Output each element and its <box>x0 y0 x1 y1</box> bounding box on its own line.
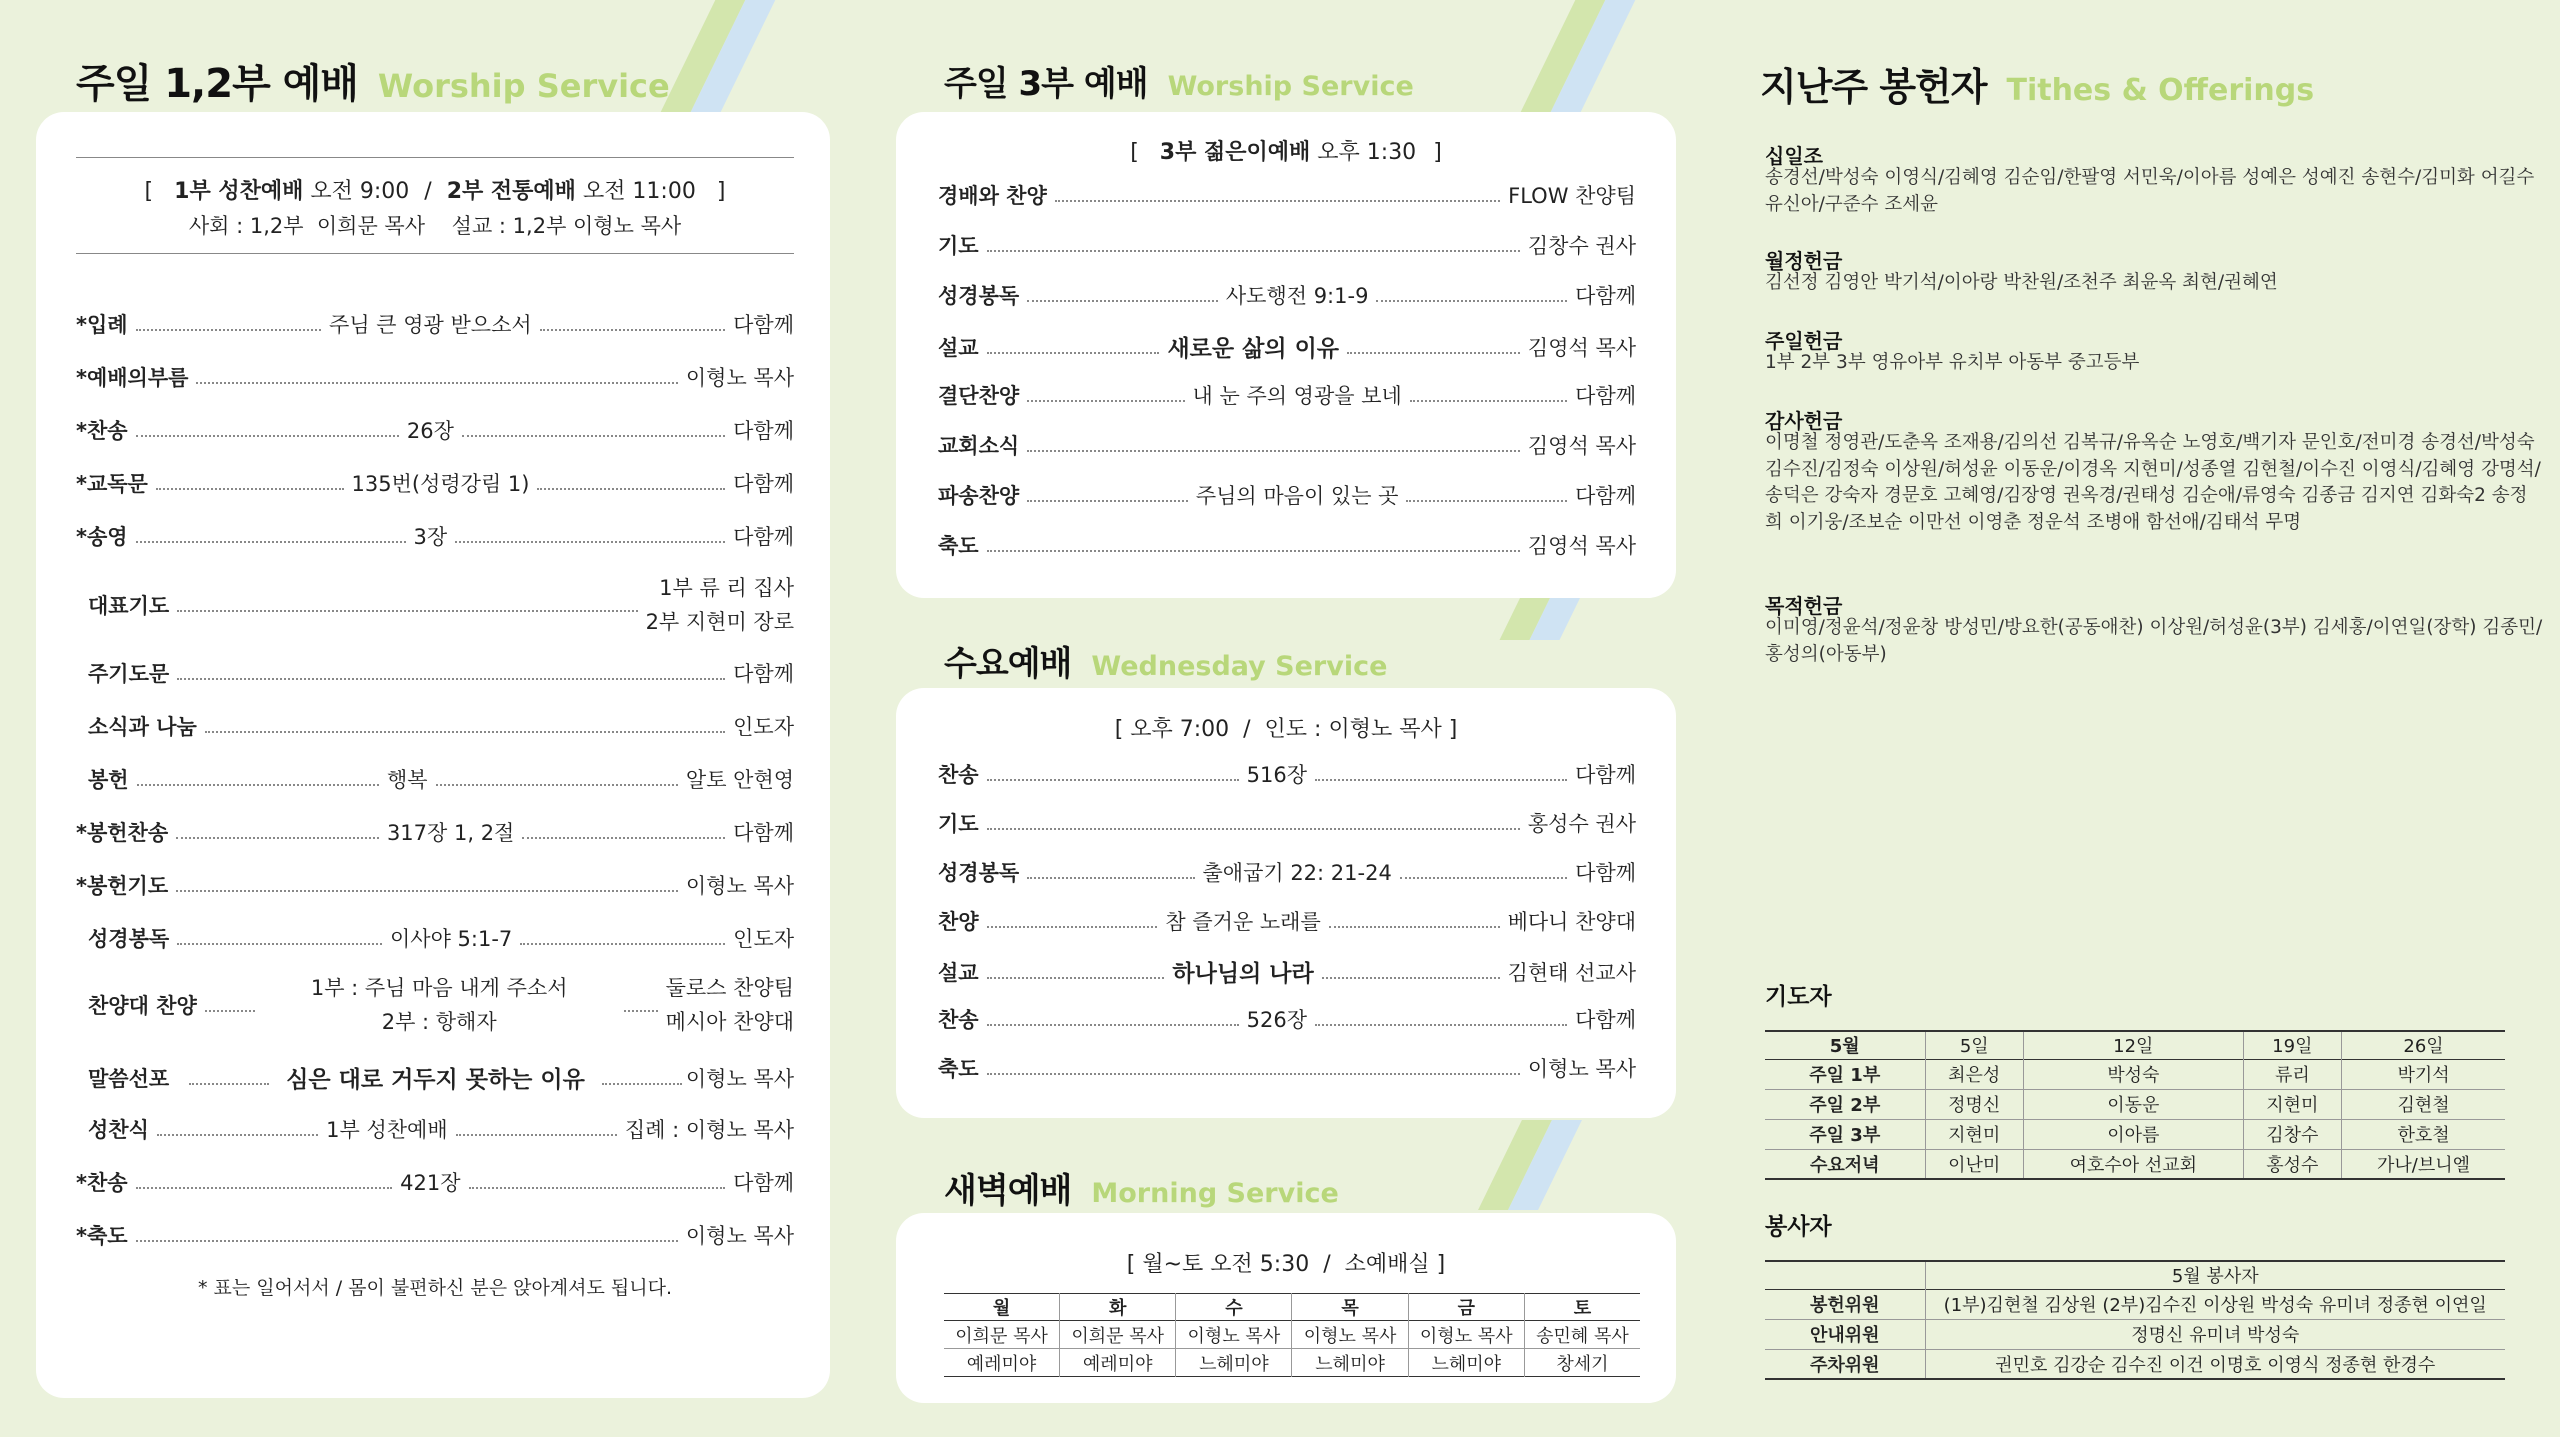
order-item: 대표기도 1부 류 리 집사 2부 지현미 장로 <box>88 570 794 640</box>
offering-group-title: 감사헌금 <box>1765 409 1843 433</box>
offering-group-body: 1부 2부 3부 영유아부 유치부 아동부 중고등부 <box>1765 352 2140 373</box>
worship-title <box>76 52 670 109</box>
morning-leaders-row: 이희문 목사 이희문 목사 이형노 목사 이형노 목사 이형노 목사 송민혜 목사 <box>944 1321 1640 1349</box>
order-item: 성경봉독 사도행전 9:1-9 다함께 <box>938 284 1637 308</box>
order-item: 찬양 참 즐거운 노래를 베다니 찬양대 <box>938 910 1636 934</box>
offering-group-title: 십일조 <box>1765 144 1823 168</box>
offering-group-body: 김선정 김영안 박기석/이아랑 박찬원/조천주 최윤옥 최현/권혜연 <box>1765 272 2278 293</box>
order-item: 교회소식 김영석 목사 <box>938 434 1636 458</box>
wednesday-title-ko: 수요예배 <box>944 644 1072 684</box>
morning-title-ko: 새벽예배 <box>944 1171 1072 1211</box>
order-item: 기도 홍성수 권사 <box>938 812 1636 836</box>
order-item: 찬양대 찬양 1부 : 주님 마음 내게 주소서 2부 : 항해자 둘로스 찬양팀 메시아 찬양대 <box>88 970 794 1040</box>
order-item: 찬송 526장 다함께 <box>938 1008 1636 1032</box>
order-item: *송영 3장 다함께 <box>76 525 795 549</box>
order-item: *축도 이형노 목사 <box>76 1224 794 1248</box>
order-item: 경배와 찬양 FLOW 찬양팀 <box>938 184 1636 208</box>
worship-title-ko: 주일 1,2부 예배 <box>76 61 358 107</box>
morning-title-en: Morning Service <box>1091 1178 1339 1209</box>
worship-header-line2: 사회 : 1,2부 이희문 목사 설교 : 1,2부 이형노 목사 <box>188 214 682 238</box>
order-item: 설교 하나님의 나라 김현태 선교사 <box>938 955 1636 988</box>
servants-table <box>1765 1260 2505 1380</box>
morning-table <box>944 1293 1640 1377</box>
order-item: *예배의부름 이형노 목사 <box>76 366 794 390</box>
offering-group-title: 월정헌금 <box>1765 249 1843 273</box>
wednesday-title-en: Wednesday Service <box>1091 651 1388 682</box>
sermon-title: 하나님의 나라 <box>1172 961 1314 987</box>
offering-group-body: 이명철 정영관/도춘옥 조재용/김의선 김복규/유옥순 노영호/백기자 문인호/전미경 송경선/박성숙 김수진/김정숙 이상원/허성윤 이동운/이경옥 지현미/성종열 김현철/이수진 이영식/김혜영 강명석/송덕은 강숙자 경문호 고혜영/김장영 권옥경/권태성 김순애/류영숙 김종금 김지연 김화숙2 송정희 이기웅/조보순 이만선 이영춘 정운석 조병애 함선애/김태석 무명 <box>1765 432 2541 533</box>
worship-footnote: * 표는 일어서서 / 몸이 불편하신 분은 앉아계셔도 됩니다. <box>197 1277 673 1299</box>
servants-row: 주차위원 권민호 김강순 김수진 이건 이명호 이영식 정종현 한경수 <box>1765 1349 2505 1379</box>
servants-row: 봉헌위원 (1부)김현철 김상원 (2부)김수진 이상원 박성숙 유미녀 정종현 이연일 <box>1765 1289 2505 1319</box>
order-item: 설교 새로운 삶의 이유 김영석 목사 <box>938 330 1636 363</box>
prayers-row: 주일 2부 정명신 이동운 지현미 김현철 <box>1765 1089 2505 1119</box>
order-item: 성경봉독 이사야 5:1-7 인도자 <box>88 927 795 951</box>
choir-names: 둘로스 찬양팀 메시아 찬양대 <box>665 976 794 1034</box>
prayer-leaders: 1부 류 리 집사 2부 지현미 장로 <box>645 576 794 634</box>
offerings-title-ko: 지난주 봉헌자 <box>1760 65 1987 109</box>
worship-header-rule-bottom <box>76 253 794 254</box>
third-header: [ 3부 젊은이예배 오후 1:30 ] <box>1130 140 1442 165</box>
worship-panel <box>36 112 830 1398</box>
order-item: 성경봉독 출애굽기 22: 21-24 다함께 <box>938 861 1637 885</box>
order-item: 소식과 나눔 인도자 <box>88 715 794 739</box>
third-title-en: Worship Service <box>1167 71 1414 102</box>
prayers-table <box>1765 1030 2505 1180</box>
prayers-title: 기도자 <box>1765 984 1832 1010</box>
servants-header-row: 5월 봉사자 <box>1765 1261 2505 1289</box>
third-title-ko: 주일 3부 예배 <box>944 64 1148 104</box>
servants-row: 안내위원 정명신 유미녀 박성숙 <box>1765 1319 2505 1349</box>
order-item: 결단찬양 내 눈 주의 영광을 보네 다함께 <box>938 384 1637 408</box>
order-item: *찬송 421장 다함께 <box>76 1171 795 1195</box>
offerings-title-en: Tithes & Offerings <box>2006 73 2315 108</box>
order-item: *봉헌기도 이형노 목사 <box>76 874 794 898</box>
morning-days-row: 월 화 수 목 금 토 <box>944 1294 1640 1321</box>
order-item: *입례 주님 큰 영광 받으소서 다함께 <box>76 313 794 337</box>
wednesday-header: [ 오후 7:00 / 인도 : 이형노 목사 ] <box>1114 717 1458 742</box>
servants-title: 봉사자 <box>1765 1214 1832 1240</box>
order-item: 말씀선포 심은 대로 거두지 못하는 이유 이형노 목사 <box>88 1061 794 1094</box>
order-item: 기도 김창수 권사 <box>938 234 1636 258</box>
prayers-row: 주일 1부 최은성 박성숙 류리 박기석 <box>1765 1059 2505 1089</box>
morning-title <box>944 1163 1339 1212</box>
order-item: 봉헌 행복 알토 안현영 <box>88 768 795 792</box>
prayers-row: 주일 3부 지현미 이아름 김창수 한호철 <box>1765 1119 2505 1149</box>
offering-group-title: 주일헌금 <box>1765 329 1843 353</box>
order-item: 주기도문 다함께 <box>88 662 794 686</box>
offerings-title <box>1760 56 2314 111</box>
prayers-row: 수요저녁 이난미 여호수아 선교회 홍성수 가나/브니엘 <box>1765 1149 2505 1179</box>
morning-books-row: 예레미야 예레미야 느헤미야 느헤미야 느헤미야 창세기 <box>944 1349 1640 1377</box>
sermon-title: 심은 대로 거두지 못하는 이유 <box>286 1067 585 1093</box>
offering-group-title: 목적헌금 <box>1765 594 1843 618</box>
sermon-title: 새로운 삶의 이유 <box>1167 336 1340 362</box>
prayers-header-row: 5월 5일 12일 19일 26일 <box>1765 1031 2505 1059</box>
worship-title-en: Worship Service <box>377 67 670 105</box>
worship-header-rule-top <box>76 157 794 158</box>
order-item: *교독문 135번(성령강림 1) 다함께 <box>76 472 795 496</box>
offering-group-body: 이미영/정윤석/정윤창 방성민/방요한(공동애찬) 이상원/허성윤(3부) 김세홍/이연일(장학) 김종민/홍성의(아동부) <box>1765 617 2543 665</box>
order-item: *봉헌찬송 317장 1, 2절 다함께 <box>76 821 794 845</box>
order-item: *찬송 26장 다함께 <box>76 419 794 443</box>
order-item: 찬송 516장 다함께 <box>938 763 1636 787</box>
third-title <box>944 56 1414 105</box>
morning-header: [ 월~토 오전 5:30 / 소예배실 ] <box>1126 1252 1446 1277</box>
wednesday-title <box>944 636 1387 685</box>
order-item: 파송찬양 주님의 마음이 있는 곳 다함께 <box>938 484 1636 508</box>
offering-group-body: 송경선/박성숙 이영식/김혜영 김순임/한팔영 서민욱/이아름 성예은 성예진 송현수/김미화 어길수 유신아/구준수 조세윤 <box>1765 167 2535 215</box>
choir-songs: 1부 : 주님 마음 내게 주소서 2부 : 항해자 <box>310 976 568 1034</box>
worship-header-line1: [ 1부 성찬예배 오전 9:00 / 2부 전통예배 오전 11:00 ] <box>144 179 726 204</box>
order-item: 성찬식 1부 성찬예배 집례 : 이형노 목사 <box>88 1118 794 1142</box>
order-item: 축도 김영석 목사 <box>938 534 1636 558</box>
order-item: 축도 이형노 목사 <box>938 1057 1636 1081</box>
